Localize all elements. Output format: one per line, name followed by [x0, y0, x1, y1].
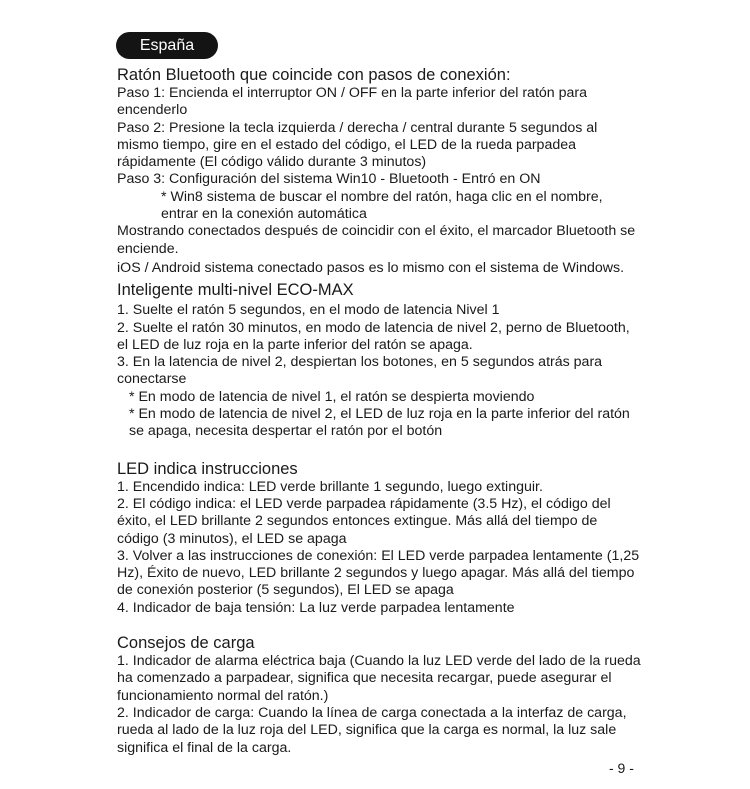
pairing-step-3: Paso 3: Configuración del sistema Win10 - Bluetooth - Entró en ON: [117, 171, 541, 188]
language-badge: España: [116, 32, 218, 59]
pairing-step-1: Paso 1: Encienda el interruptor ON / OFF en la parte inferior del ratón para encenderlo: [117, 85, 588, 119]
charge-section: [117, 634, 642, 757]
charge-item-2: 2. Indicador de carga: Cuando la línea de carga conectada a la interfaz de carga, rueda al lado de la luz roja del LED, significa que la carga es normal, la luz sale significa el final de la carga.: [117, 704, 627, 756]
led-item-1: 1. Encendido indica: LED verde brillante 1 segundo, luego extinguir.: [117, 478, 543, 495]
eco-section: [117, 281, 642, 440]
eco-note-1: * En modo de latencia de nivel 1, el ratón se despierta moviendo: [129, 388, 535, 405]
eco-title: Inteligente multi-nivel ECO-MAX: [117, 281, 354, 300]
pairing-success-note: Mostrando conectados después de coincidir con el éxito, el marcador Bluetooth se enciende.: [117, 223, 636, 257]
led-title: LED indica instrucciones: [117, 459, 298, 478]
pairing-section: [117, 66, 642, 277]
eco-item-1: 1. Suelte el ratón 5 segundos, en el modo de latencia Nivel 1: [117, 302, 500, 319]
pairing-win8-note: * Win8 sistema de buscar el nombre del ratón, haga clic en el nombre, entrar en la conexión automática: [161, 188, 603, 223]
led-item-3: 3. Volver a las instrucciones de conexión: El LED verde parpadea lentamente (1,25 Hz), Éxito de nuevo, LED brillante 2 segundos y luego apagar. Más allá del tiempo de conexión posterior (5 segundos), El LED se apaga: [117, 547, 640, 599]
eco-note-2: * En modo de latencia de nivel 2, el LED de luz roja en la parte inferior del ratón se apaga, necesita despertar el ratón por el botón: [129, 406, 630, 440]
pairing-step-2: Paso 2: Presione la tecla izquierda / derecha / central durante 5 segundos al mismo tiempo, gire en el estado del código, el LED de la rueda parpadea rápidamente (El código válido durante 3 minutos): [117, 119, 598, 171]
page-number: - 9 -: [609, 760, 634, 776]
eco-item-3: 3. En la latencia de nivel 2, despiertan los botones, en 5 segundos atrás para conectarse: [117, 354, 603, 388]
eco-item-2: 2. Suelte el ratón 30 minutos, en modo de latencia de nivel 2, perno de Bluetooth, el LED de luz roja en la parte inferior del ratón se apaga.: [117, 319, 630, 353]
charge-title: Consejos de carga: [117, 634, 255, 653]
led-item-2: 2. El código indica: el LED verde parpadea rápidamente (3.5 Hz), el código del éxito, el LED brillante 2 segundos entonces extingue. Más allá del tiempo de código (3 minutos), el LED se apaga: [117, 495, 611, 547]
led-item-4: 4. Indicador de baja tensión: La luz verde parpadea lentamente: [117, 599, 515, 616]
manual-content: [117, 66, 642, 757]
pairing-mobile-note: iOS / Android sistema conectado pasos es lo mismo con el sistema de Windows.: [117, 259, 625, 276]
pairing-title: Ratón Bluetooth que coincide con pasos de conexión:: [117, 66, 511, 84]
charge-item-1: 1. Indicador de alarma eléctrica baja (Cuando la luz LED verde del lado de la rueda ha comenzado a parpadear, significa que necesita recargar, puede asegurar el funcionamiento normal del ratón.): [117, 653, 641, 704]
led-section: [117, 460, 642, 617]
